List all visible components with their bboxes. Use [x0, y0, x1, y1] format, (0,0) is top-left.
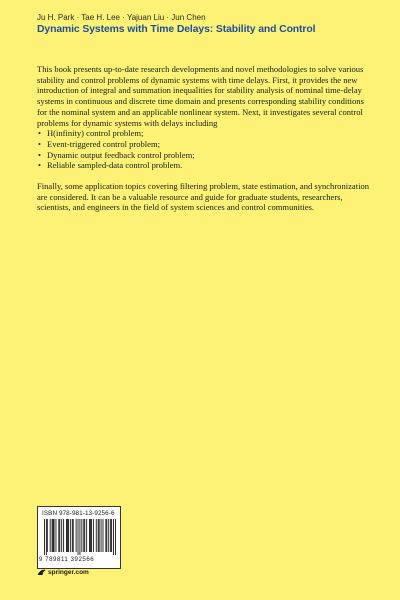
control-problems-list — [37, 128, 369, 171]
publisher-footer — [37, 569, 89, 576]
barcode-icon — [44, 519, 116, 555]
barcode-digits: 9 789811 392566 — [39, 556, 95, 563]
springer-horse-icon — [37, 569, 46, 576]
description-paragraph-2: Finally, some application topics covering filtering problem, state estimation, and synchronization are considered. It can be a valuable resource and guide for graduate students, researchers, scientists, and engineers in the field of system sciences and control communities. — [37, 181, 369, 213]
isbn-label: ISBN 978-981-13-9256-6 — [42, 510, 115, 517]
barcode-box — [37, 506, 121, 569]
book-description — [37, 64, 369, 213]
author-list: Ju H. Park · Tae H. Lee · Yajuan Liu · Jun Chen — [37, 13, 206, 22]
list-item: • Dynamic output feedback control problem; — [37, 150, 369, 161]
list-item: • Event-triggered control problem; — [37, 139, 369, 150]
book-title: Dynamic Systems with Time Delays: Stability and Control — [37, 24, 316, 35]
description-paragraph-1: This book presents up-to-date research developments and novel methodologies to solve various stability and control problems of dynamic systems with time delays. First, it provides the new introduction of integral and summation inequalities for stability analysis of nominal time-delay systems in continuous and discrete time domain and presents corresponding stability conditions for the nominal system and an applicable nonlinear system. Next, it investigates several control problems for dynamic systems with delays including — [37, 64, 364, 128]
publisher-url: springer.com — [48, 569, 89, 576]
list-item: • H(infinity) control problem; — [37, 128, 369, 139]
list-item: • Reliable sampled-data control problem. — [37, 160, 369, 171]
